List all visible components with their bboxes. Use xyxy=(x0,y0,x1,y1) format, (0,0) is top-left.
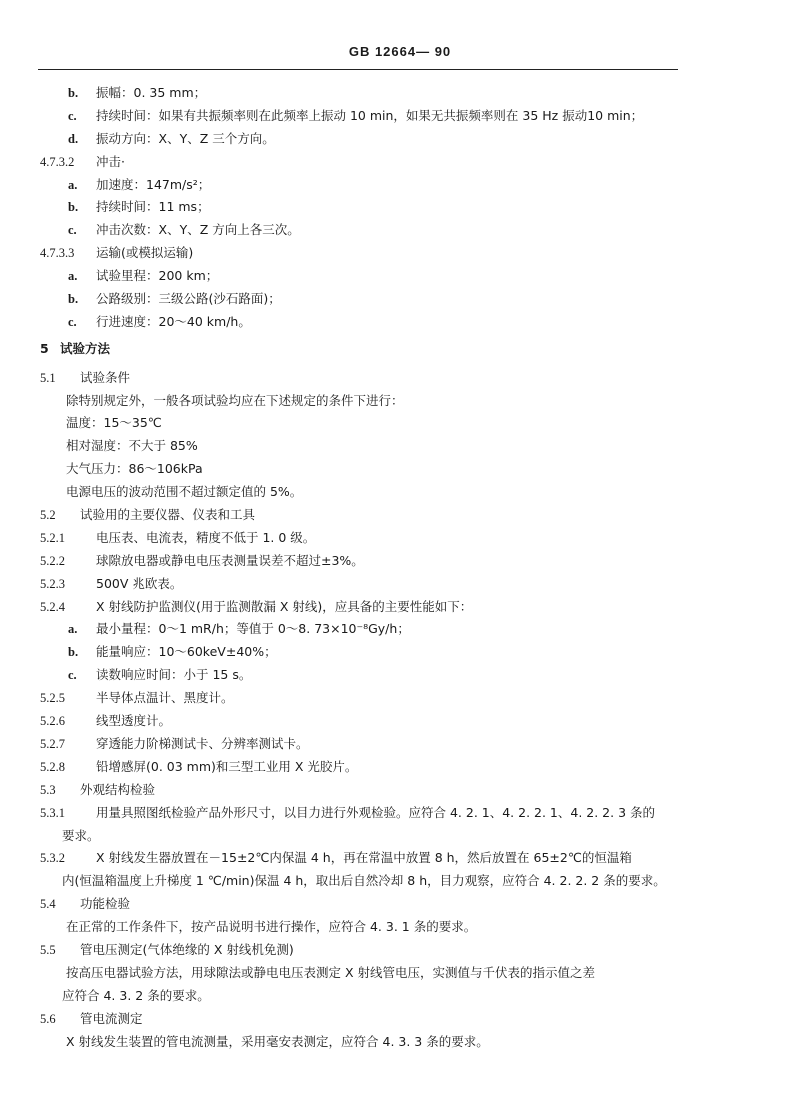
header-rule xyxy=(38,69,678,70)
list-item xyxy=(0,288,800,311)
paragraph-text: 温度：15～35℃ xyxy=(66,415,162,431)
section-line xyxy=(0,733,800,756)
section-text: 运输(或模拟运输) xyxy=(96,245,194,261)
list-label: b. xyxy=(68,645,79,660)
section-text: 线型透度计。 xyxy=(96,713,172,729)
section-number: 5.4 xyxy=(40,897,56,912)
continuation-text: 要求。 xyxy=(62,827,100,843)
section-text: 外观结构检验 xyxy=(80,781,156,797)
section-line xyxy=(0,710,800,733)
list-text: 读数响应时间：小于 15 s。 xyxy=(96,667,252,683)
section-text: 功能检验 xyxy=(80,896,131,912)
paragraph-text: X 射线发生装置的管电流测量，采用毫安表测定，应符合 4. 3. 3 条的要求。 xyxy=(66,1033,489,1049)
list-label: d. xyxy=(68,131,79,146)
section-number: 5.6 xyxy=(40,1011,56,1026)
list-label: a. xyxy=(68,622,78,637)
section-line xyxy=(0,1008,800,1031)
list-item xyxy=(0,618,800,641)
list-item xyxy=(0,219,800,242)
section-number: 5.3.1 xyxy=(40,805,65,820)
paragraph-text: 相对湿度：不大于 85% xyxy=(66,438,198,454)
section-text: X 射线发生器放置在－15±2℃内保温 4 h，再在常温中放置 8 h，然后放置在 65±2℃的恒温箱 xyxy=(96,850,632,866)
section-line xyxy=(0,893,800,916)
list-label: a. xyxy=(68,177,78,192)
list-text: 公路级别：三级公路(沙石路面)； xyxy=(96,291,281,307)
section-line xyxy=(0,596,800,619)
body-paragraph xyxy=(0,435,800,458)
section-number: 5.2.5 xyxy=(40,691,65,706)
section-number: 5.3.2 xyxy=(40,851,65,866)
section-number: 5.2.7 xyxy=(40,736,65,751)
paragraph-text: 除特别规定外，一般各项试验均应在下述规定的条件下进行： xyxy=(66,392,404,408)
list-item xyxy=(0,265,800,288)
body-paragraph xyxy=(0,1031,800,1054)
list-text: 冲击次数：X、Y、Z 方向上各三次。 xyxy=(96,222,300,238)
section-line xyxy=(0,527,800,550)
section-number: 5.2.4 xyxy=(40,599,65,614)
list-item xyxy=(0,128,800,151)
list-text: 能量响应：10～60keV±40%； xyxy=(96,644,277,660)
section-number: 5.2.3 xyxy=(40,576,65,591)
section-number: 5.2.8 xyxy=(40,759,65,774)
list-label: b. xyxy=(68,292,79,307)
section-number: 4.7.3.3 xyxy=(40,246,75,261)
paragraph-text: 在正常的工作条件下，按产品说明书进行操作，应符合 4. 3. 1 条的要求。 xyxy=(66,919,477,935)
body-paragraph xyxy=(0,458,800,481)
section-line xyxy=(0,504,800,527)
body-paragraph xyxy=(0,481,800,504)
list-label: c. xyxy=(68,314,77,329)
section-line xyxy=(0,367,800,390)
section-line xyxy=(0,802,800,848)
section-text: 管电流测定 xyxy=(80,1010,143,1026)
list-item xyxy=(0,196,800,219)
body-paragraph xyxy=(0,962,800,1008)
section-text: 管电压测定(气体绝缘的 X 射线机免测) xyxy=(80,941,294,957)
section-line xyxy=(0,847,800,893)
standard-code-header: GB 12664— 90 xyxy=(348,44,452,59)
section-number: 5.2.1 xyxy=(40,530,65,545)
chapter-number: 5 xyxy=(40,340,49,356)
continuation-text: 应符合 4. 3. 2 条的要求。 xyxy=(62,987,210,1003)
section-line xyxy=(0,687,800,710)
list-label: b. xyxy=(68,86,79,100)
list-label: c. xyxy=(68,223,77,238)
paragraph-text: 按高压电器试验方法，用球隙法或静电电压表测定 X 射线管电压，实测值与千伏表的指示值之差 xyxy=(66,964,596,980)
section-line xyxy=(0,779,800,802)
list-text: 试验里程：200 km； xyxy=(96,268,219,284)
section-number: 5.2 xyxy=(40,508,56,523)
section-text: 穿透能力阶梯测试卡、分辨率测试卡。 xyxy=(96,735,309,751)
paragraph-text: 大气压力：86～106kPa xyxy=(66,461,203,477)
list-label: c. xyxy=(68,668,77,683)
section-text: 铅增感屏(0. 03 mm)和三型工业用 X 光胶片。 xyxy=(96,758,358,774)
section-line xyxy=(0,242,800,265)
list-text: 行进速度：20～40 km/h。 xyxy=(96,313,251,329)
document-body xyxy=(0,82,800,1053)
section-text: 电压表、电流表，精度不低于 1. 0 级。 xyxy=(96,529,316,545)
list-label: c. xyxy=(68,108,77,123)
section-text: 半导体点温计、黑度计。 xyxy=(96,690,234,706)
list-text: 最小量程：0～1 mR/h；等值于 0～8. 73×10⁻⁸Gy/h； xyxy=(96,621,410,637)
section-number: 5.5 xyxy=(40,942,56,957)
section-text: 冲击· xyxy=(96,153,125,169)
section-line xyxy=(0,939,800,962)
section-line xyxy=(0,550,800,573)
body-paragraph xyxy=(0,916,800,939)
list-item xyxy=(0,82,800,105)
section-text: X 射线防护监测仪(用于监测散漏 X 射线)，应具备的主要性能如下： xyxy=(96,598,473,614)
list-label: a. xyxy=(68,269,78,284)
list-item xyxy=(0,311,800,334)
section-number: 5.3 xyxy=(40,782,56,797)
body-paragraph xyxy=(0,390,800,413)
list-text: 持续时间：11 ms； xyxy=(96,199,210,215)
section-number: 5.2.2 xyxy=(40,553,65,568)
continuation-text: 内(恒温箱温度上升梯度 1 ℃/min)保温 4 h，取出后自然冷却 8 h，目力观察，应符合 4. 2. 2. 2 条的要求。 xyxy=(62,873,666,889)
list-item xyxy=(0,641,800,664)
body-paragraph xyxy=(0,412,800,435)
section-text: 球隙放电器或静电电压表测量误差不超过±3%。 xyxy=(96,552,364,568)
list-item xyxy=(0,664,800,687)
section-number: 5.1 xyxy=(40,370,56,385)
paragraph-text: 电源电压的波动范围不超过额定值的 5%。 xyxy=(66,484,303,500)
section-line xyxy=(0,756,800,779)
section-text: 500V 兆欧表。 xyxy=(96,575,183,591)
section-text: 试验用的主要仪器、仪表和工具 xyxy=(80,507,256,523)
chapter-heading xyxy=(0,338,800,361)
section-line xyxy=(0,151,800,174)
section-text: 试验条件 xyxy=(80,369,131,385)
list-item xyxy=(0,174,800,197)
section-line xyxy=(0,573,800,596)
section-text: 用量具照图纸检验产品外形尺寸，以目力进行外观检验。应符合 4. 2. 1、4. 2. 2. 1、4. 2. 2. 3 条的 xyxy=(96,804,656,820)
list-item xyxy=(0,105,800,128)
list-text: 振动方向：X、Y、Z 三个方向。 xyxy=(96,130,275,146)
list-label: b. xyxy=(68,200,79,215)
list-text: 持续时间：如果有共振频率则在此频率上振动 10 min，如果无共振频率则在 35 Hz 振动10 min； xyxy=(96,107,644,123)
section-number: 4.7.3.2 xyxy=(40,154,75,169)
list-text: 加速度：147m/s²； xyxy=(96,176,211,192)
section-number: 5.2.6 xyxy=(40,714,65,729)
list-text: 振幅：0. 35 mm； xyxy=(96,85,207,100)
chapter-title: 试验方法 xyxy=(60,340,111,356)
